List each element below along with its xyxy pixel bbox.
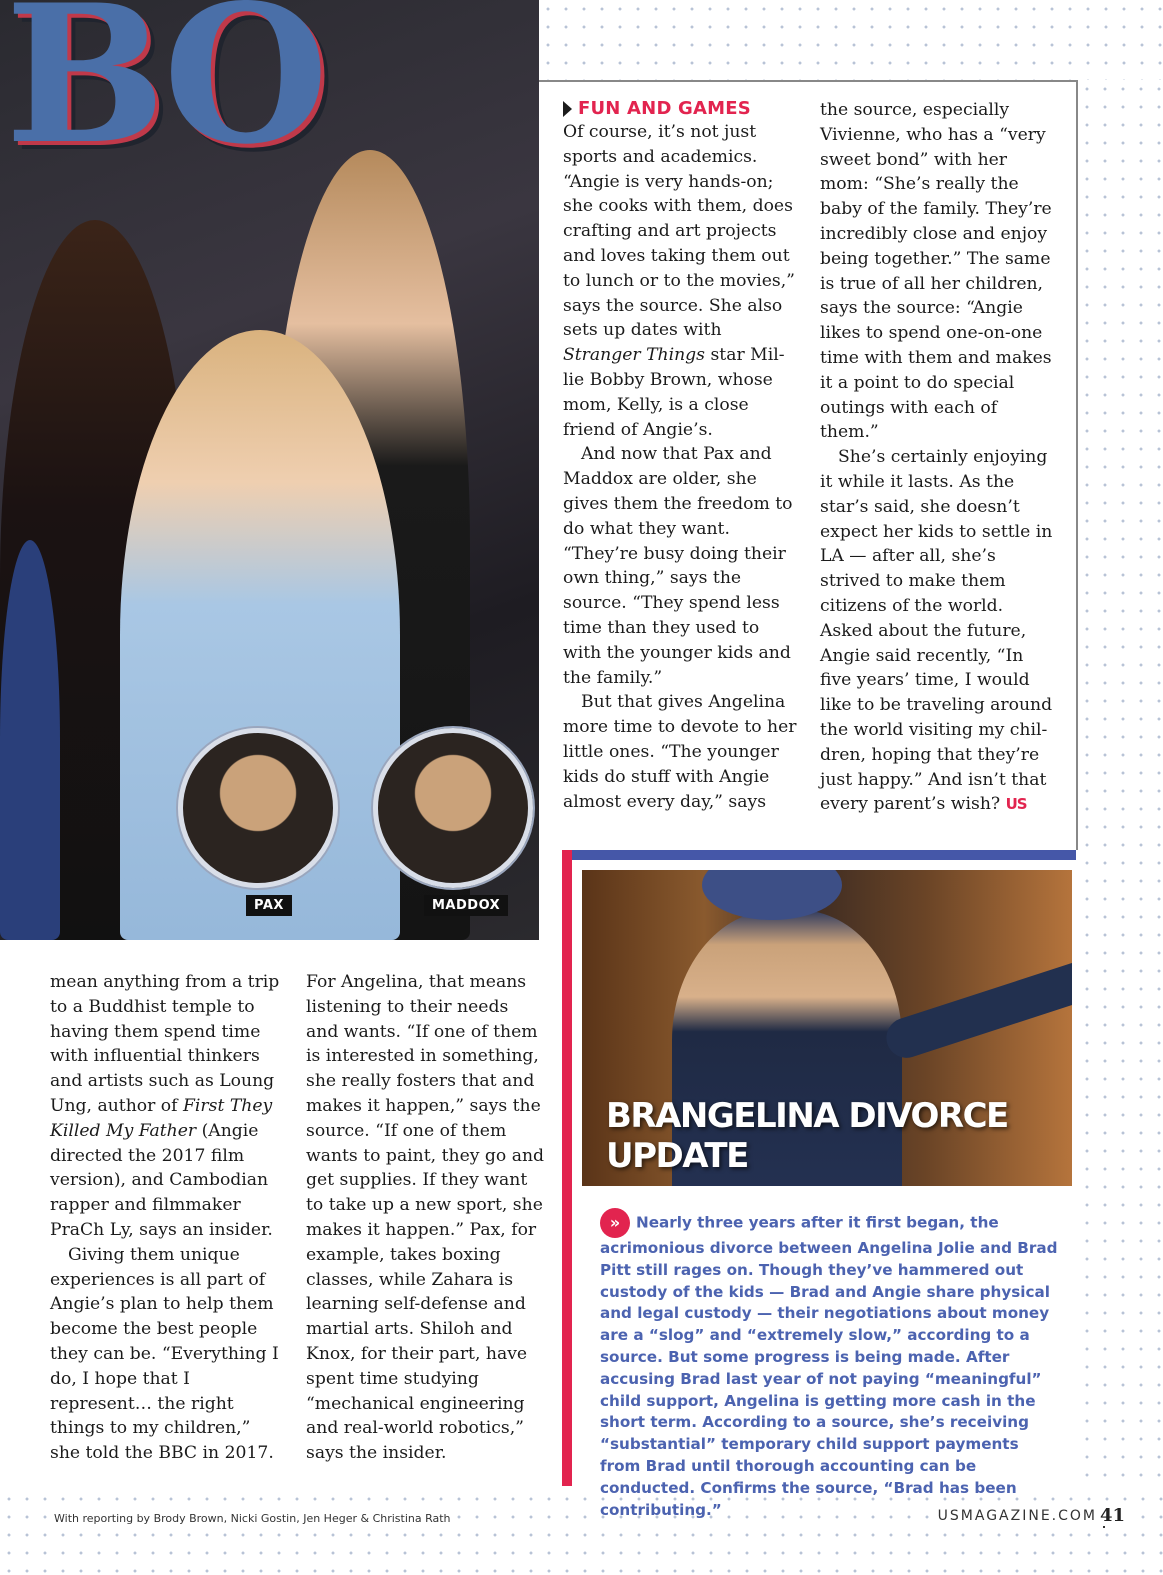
- lower-column-b: [306, 970, 546, 1466]
- sidebar-body: » Nearly three years after it first began, the acrimonious divorce between Angelina Jolie and Brad Pitt still rages on. Though they’ve hammered out custody of the kids — Brad and Angie share physical and legal custody — their negotiations about money are a “slog” and “extremely slow,” according to a source. But some progress is being made. After accusing Brad last year of not paying “meaningful” child support, Angelina is getting more cash in the short term. According to a source, she’s receiving “substantial” temporary child support payments from Brad until thorough accounting can be conducted. Confirms the source, “Brad has been contributing.”: [600, 1208, 1064, 1521]
- site-url: USMAGAZINE.COM: [934, 1508, 1101, 1524]
- brad-photo: [582, 870, 1072, 1186]
- sidebar-left-bar: [562, 850, 572, 1486]
- paragraph: And now that Pax and Maddox are older, she gives them the freedom to do what they want. “They’re busy doing their own thing,” says the source. “They spend less time than they used to with the younger kids and the family.”: [563, 444, 793, 688]
- sidebar-title: BRANGELINA DIVORCE UPDATE: [606, 1096, 1008, 1176]
- paragraph: Giving them unique experiences is all part of Angie’s plan to help them become the best people they can be. “Everything I do, I hope that I represent… the right things to my children,” she told the BBC in 2017.: [50, 1244, 279, 1464]
- right-divider-line: [1076, 80, 1078, 850]
- figure-left-edge: [0, 540, 60, 940]
- paragraph: the source, especially Vivienne, who has a “very sweet bond” with her mom: “She’s really the baby of the family. They’re incredibly close and enjoy being together.” The same is true of all her children, says the source: “Angie likes to spend one-on-one time with them and makes it a point to do special outings with each of them.”: [820, 100, 1052, 443]
- heading-triangle-icon: [563, 101, 572, 117]
- paragraph: Of course, it’s not just sports and academics. “Angie is very hands-on; she cooks with them, does crafting and art projects and loves taking them out to lunch or to the movies,” says the source. She also sets up dates with Stranger Things star Millie Bobby Brown, whose mom, Kelly, is a close friend of Angie’s.: [563, 122, 795, 440]
- paragraph: mean anything from a trip to a Buddhist temple to having them spend time with influential thinkers and artists such as Loung Ung, author of First They Killed My Father (Angie directed the 2017 film version), and Cambodian rapper and filmmaker PraCh Ly, says an insider.: [50, 972, 280, 1240]
- paragraph: She’s certainly enjoying it while it lasts. As the star’s said, she doesn’t expect her kids to settle in LA — after all, she’s strived to make them citizens of the world. Asked about the future, Angie said recently, “In five years’ time, I would like to be traveling around the world visiting my children, hoping that they’re just happy.” And isn’t that every parent’s wish? US: [820, 447, 1053, 815]
- pax-name-tag: PAX: [246, 895, 292, 916]
- page-number: 41: [1099, 1505, 1125, 1526]
- top-right-pattern: [539, 0, 1163, 80]
- maddox-portrait: [373, 728, 533, 888]
- top-divider-line: [539, 80, 1078, 82]
- fun-games-column-2: [820, 98, 1058, 817]
- lower-column-a: [50, 970, 285, 1466]
- sidebar-top-bar: [562, 850, 1076, 860]
- double-chevron-icon: »: [600, 1208, 630, 1238]
- fun-games-column-1: [563, 98, 798, 814]
- pax-portrait: [178, 728, 338, 888]
- book-title: First They Killed My Father: [50, 1095, 273, 1141]
- show-title: Stranger Things: [563, 345, 705, 366]
- main-photo: [0, 0, 539, 940]
- heading-text: FUN AND GAMES: [578, 98, 751, 119]
- backdrop-logo: BO: [5, 0, 323, 186]
- paragraph: But that gives Angelina more time to devote to her little ones. “The younger kids do stuff with Angie almost every day,” says: [563, 692, 797, 812]
- brad-arm: [881, 957, 1072, 1063]
- section-heading: [563, 98, 798, 120]
- us-end-mark: US: [1005, 795, 1027, 814]
- right-margin-pattern: [1078, 80, 1163, 1500]
- paragraph: For Angelina, that means listening to their needs and wants. “If one of them is interested in something, she really fosters that and makes it happen,” says the source. “If one of them wants to paint, they go and get supplies. If they want to take up a new sport, she makes it happen.” Pax, for example, takes boxing classes, while Zahara is learning self-defense and martial arts. Shiloh and Knox, for their part, have spent time studying “mechanical engineering and real-world robotics,” says the insider.: [306, 972, 545, 1464]
- reporting-credit: With reporting by Brody Brown, Nicki Gostin, Jen Heger & Christina Rath: [50, 1512, 455, 1525]
- maddox-name-tag: MADDOX: [424, 895, 508, 916]
